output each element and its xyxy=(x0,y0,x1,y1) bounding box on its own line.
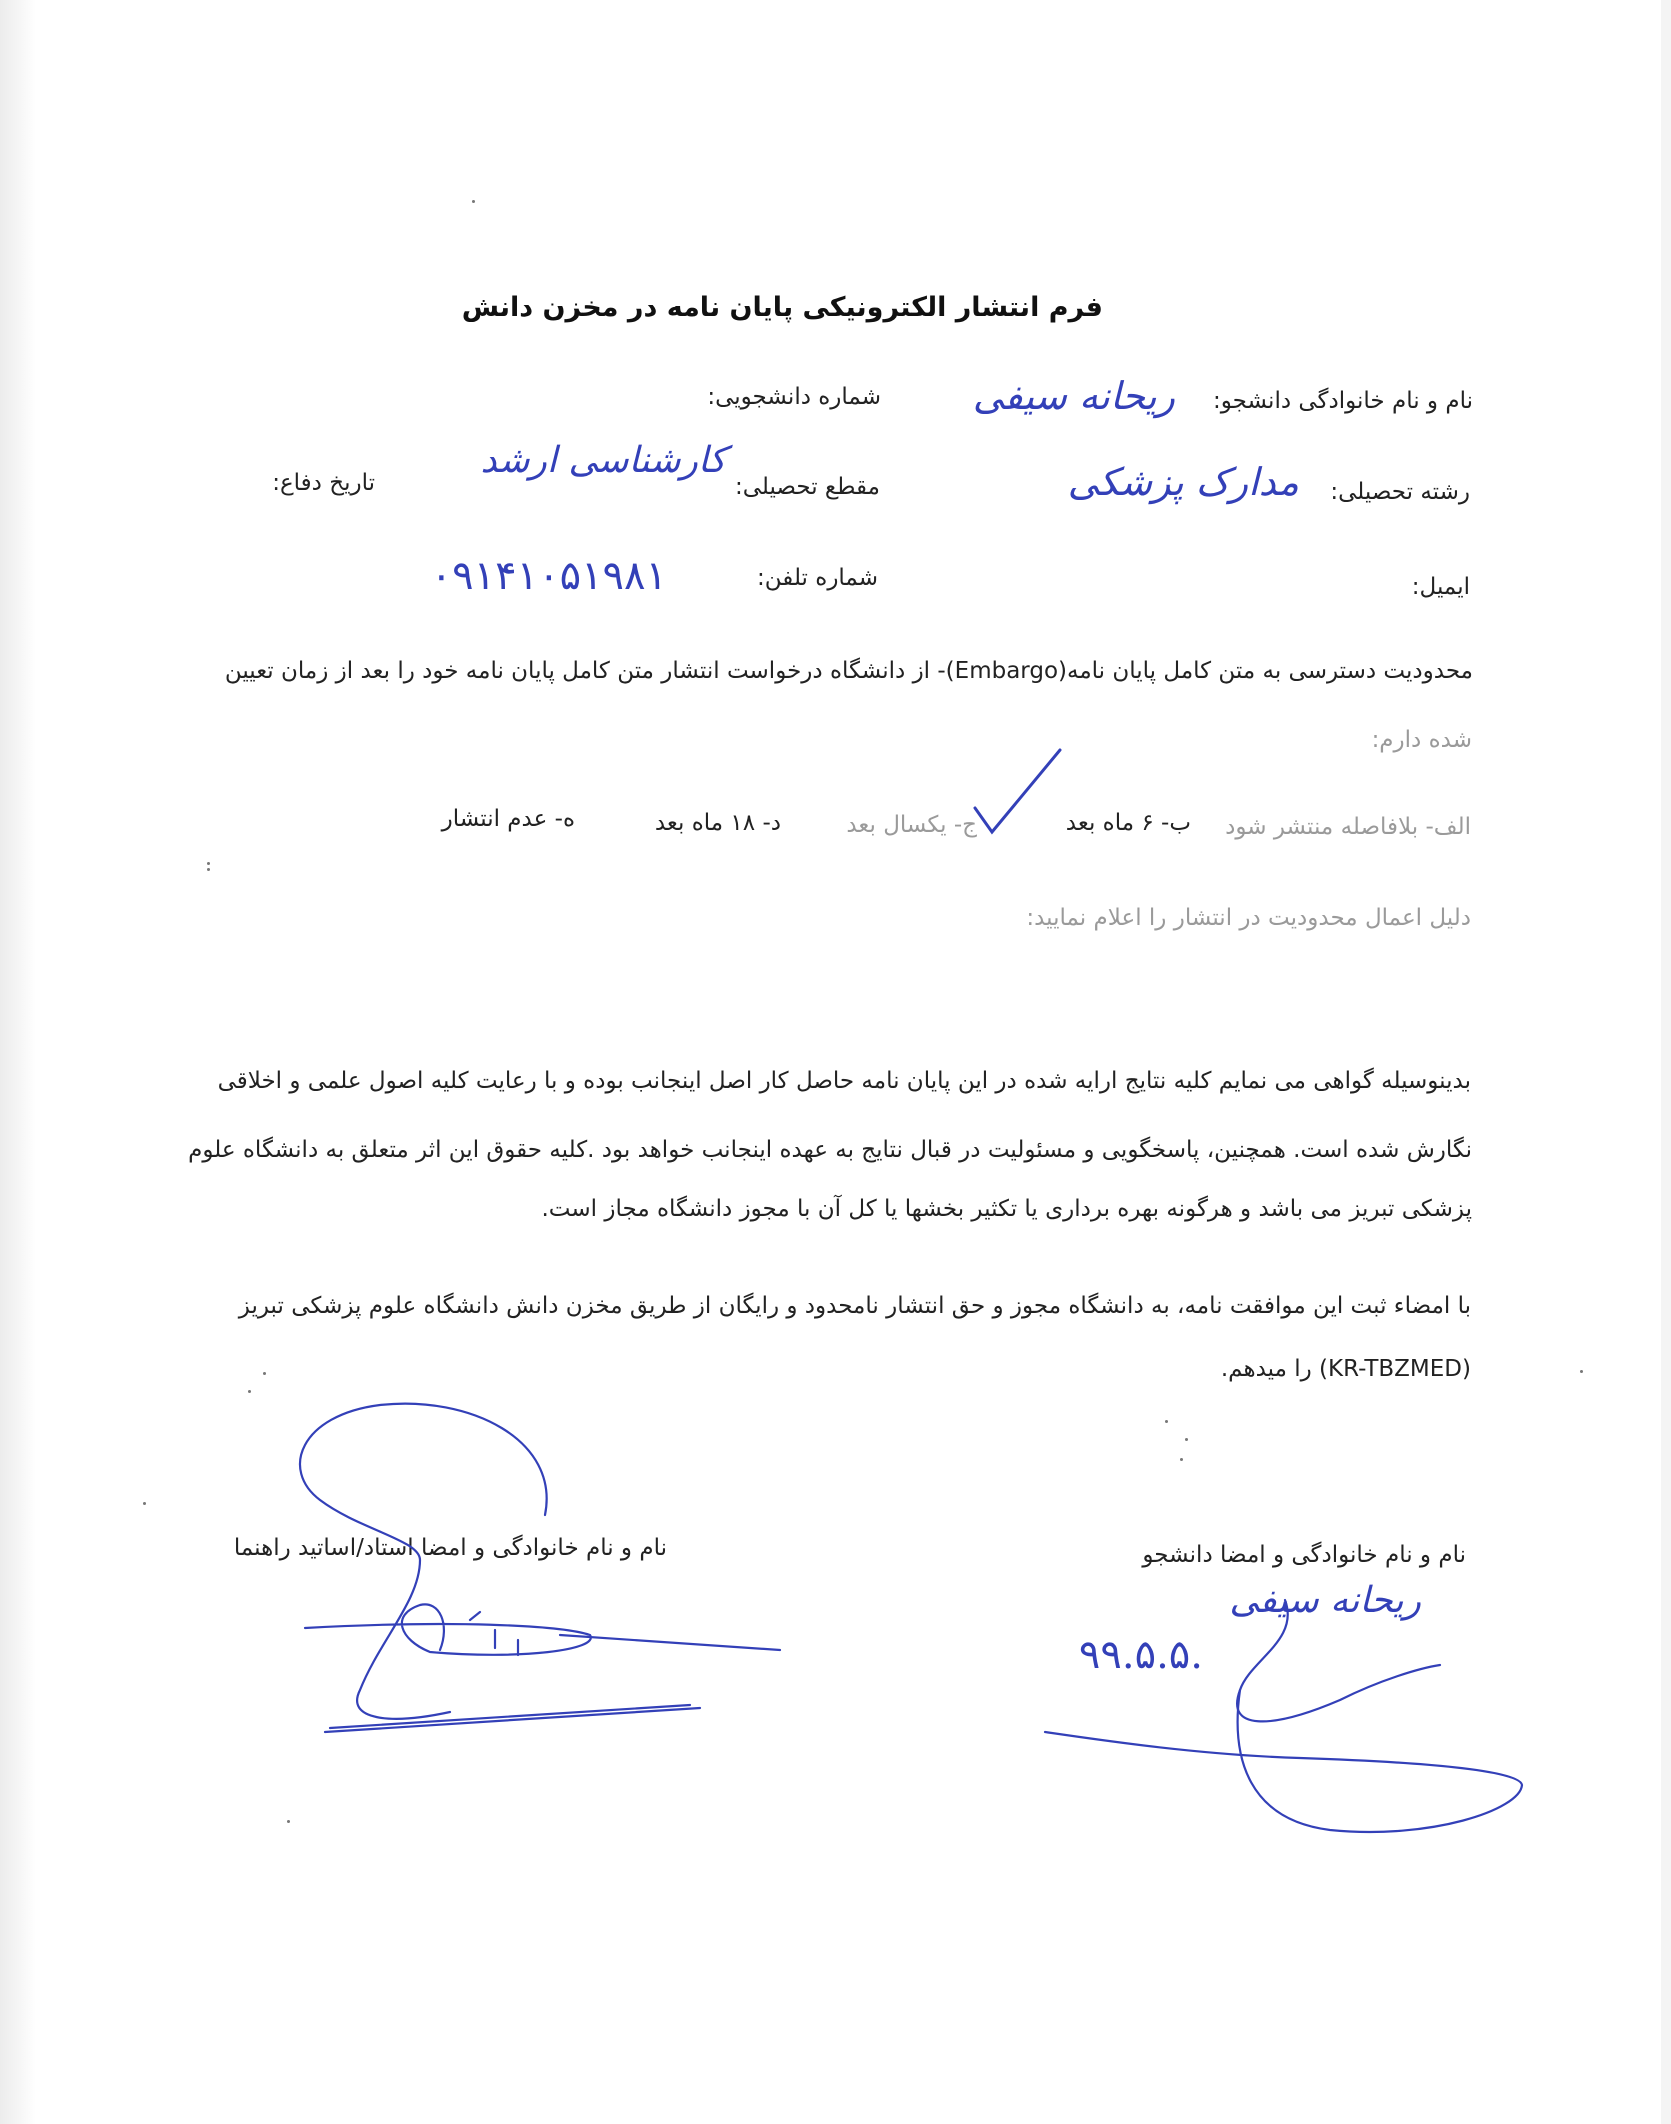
scan-speck xyxy=(207,862,210,865)
declaration-line-2: نگارش شده است. همچنین، پاسخگویی و مسئولیت در قبال نتایج به عهده اینجانب خواهد بود .کلیه حقوق این اثر متعلق به دانشگاه علوم xyxy=(188,1137,1472,1163)
scan-speck xyxy=(1580,1370,1583,1373)
embargo-line-1: محدودیت دسترسی به متن کامل پایان نامه(Embargo)- از دانشگاه درخواست انتشار متن کامل پایان نامه خود را بعد از زمان تعیین xyxy=(224,658,1473,684)
scan-speck xyxy=(287,1820,290,1823)
major-value: مدارک پزشکی xyxy=(1067,460,1299,504)
supervisor-signature xyxy=(300,1404,780,1732)
student-signature xyxy=(1045,1600,1522,1832)
embargo-reason: دلیل اعمال محدودیت در انتشار را اعلام نمایید: xyxy=(1026,905,1471,931)
student-signature-label: نام و نام خانوادگی و امضا دانشجو xyxy=(1142,1542,1466,1568)
scan-speck xyxy=(1180,1458,1183,1461)
email-label: ایمیل: xyxy=(1411,574,1470,600)
scan-speck xyxy=(143,1502,146,1505)
embargo-line-2: شده دارم: xyxy=(1371,727,1472,753)
supervisor-signature-label: نام و نام خانوادگی و امضا استاد/اساتید راهنما xyxy=(233,1535,667,1561)
selection-checkmark xyxy=(975,750,1060,832)
scan-speck xyxy=(1185,1438,1188,1441)
degree-value: کارشناسی ارشد xyxy=(480,440,726,481)
scan-speck xyxy=(472,200,475,203)
major-label: رشته تحصیلی: xyxy=(1330,479,1470,505)
defense-date-label: تاریخ دفاع: xyxy=(272,470,375,496)
phone-label: شماره تلفن: xyxy=(757,565,878,591)
scan-speck xyxy=(207,868,210,871)
option-1-year: ج- یکسال بعد xyxy=(846,812,977,838)
scan-speck xyxy=(1165,1420,1168,1423)
student-number-label: شماره دانشجویی: xyxy=(707,384,881,410)
student-signature-name: ریحانه سیفی xyxy=(1229,1580,1421,1621)
consent-line-1: با امضاء ثبت این موافقت نامه، به دانشگاه مجوز و حق انتشار نامحدود و رایگان از طریق مخزن دانش دانشگاه علوم پزشکی تبریز xyxy=(238,1293,1471,1319)
phone-value: ۰۹۱۴۱۰۵۱۹۸۱ xyxy=(430,553,667,599)
consent-line-2: (KR-TBZMED) را میدهم. xyxy=(1220,1356,1471,1382)
scan-speck xyxy=(263,1372,266,1375)
student-name-value: ریحانه سیفی xyxy=(972,374,1175,418)
option-no-publish: ه- عدم انتشار xyxy=(441,806,575,832)
declaration-line-3: پزشکی تبریز می باشد و هرگونه بهره برداری یا تکثیر بخشها یا کل آن با مجوز دانشگاه مجاز است. xyxy=(541,1196,1472,1222)
scan-speck xyxy=(248,1390,251,1393)
option-18-months: د- ۱۸ ماه بعد xyxy=(654,810,781,836)
student-name-label: نام و نام خانوادگی دانشجو: xyxy=(1213,388,1473,414)
student-signature-date: ۹۹.۵.۵. xyxy=(1078,1632,1203,1678)
option-6-months: ب- ۶ ماه بعد xyxy=(1065,810,1191,836)
degree-label: مقطع تحصیلی: xyxy=(734,474,880,500)
option-immediate: الف- بلافاصله منتشر شود xyxy=(1225,814,1471,840)
form-title: فرم انتشار الکترونیکی پایان نامه در مخزن دانش xyxy=(461,292,1103,323)
declaration-line-1: بدینوسیله گواهی می نمایم کلیه نتایج ارایه شده در این پایان نامه حاصل کار اصل اینجانب بوده و با رعایت کلیه اصول علمی و اخلاقی xyxy=(217,1068,1471,1094)
